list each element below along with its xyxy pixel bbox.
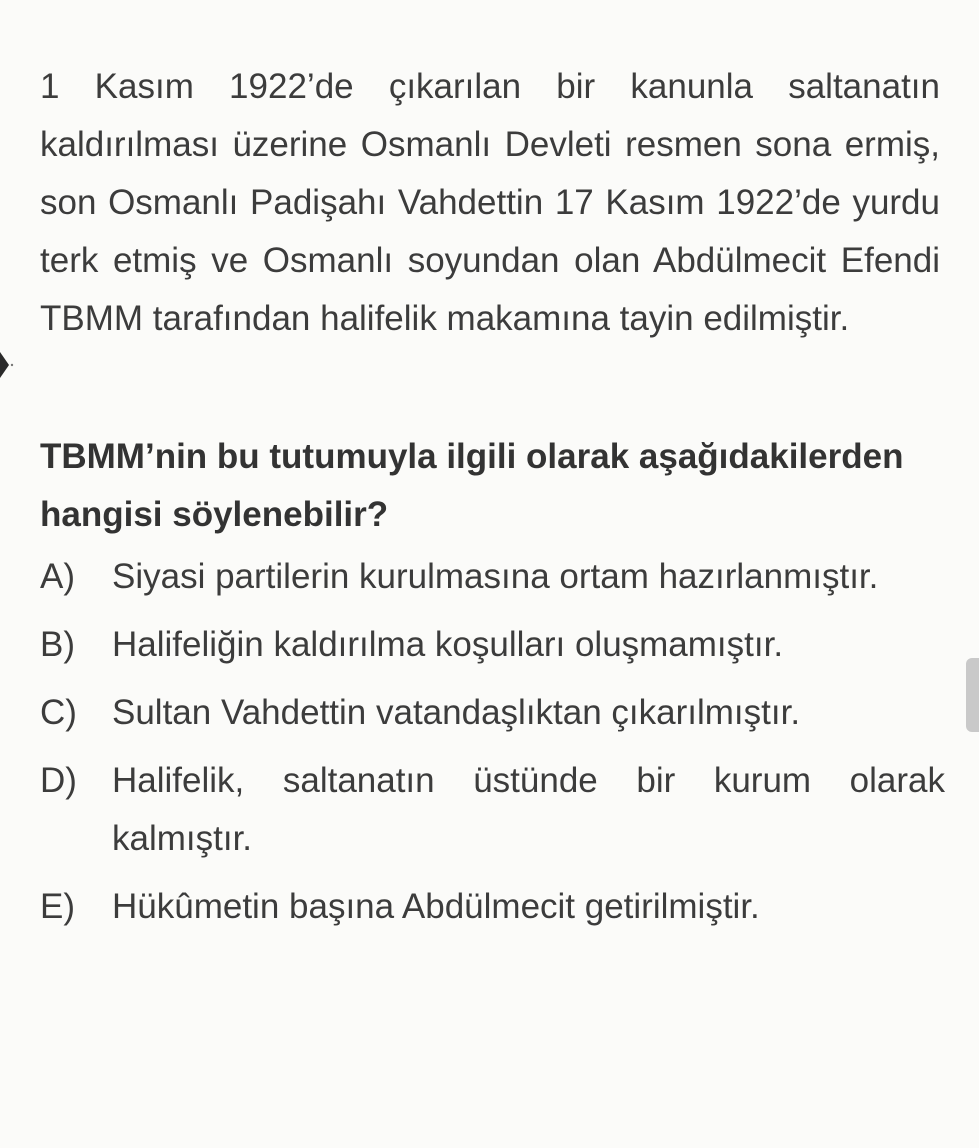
answer-option-c[interactable] bbox=[40, 684, 945, 742]
answer-option-e[interactable] bbox=[40, 878, 945, 936]
option-text: Sultan Vahdettin vatandaşlıktan çıkarılmıştır. bbox=[112, 693, 801, 732]
question-stem: TBMM’nin bu tutumuyla ilgili olarak aşağıdakilerden hangisi söylenebilir? bbox=[40, 437, 904, 534]
option-letter: D) bbox=[40, 761, 77, 800]
answer-option-b[interactable] bbox=[40, 616, 945, 674]
option-text: Halifelik, saltanatın üstünde bir kurum olarak kalmıştır. bbox=[112, 761, 945, 858]
margin-arrow-icon bbox=[0, 348, 14, 382]
answer-option-a[interactable] bbox=[40, 548, 945, 606]
answer-option-d[interactable] bbox=[40, 752, 945, 868]
option-text: Hükûmetin başına Abdülmecit getirilmiştir. bbox=[112, 887, 760, 926]
option-text: Siyasi partilerin kurulmasına ortam hazırlanmıştır. bbox=[112, 557, 879, 596]
page-edge-tab bbox=[966, 658, 979, 732]
option-letter: B) bbox=[40, 625, 75, 664]
question-passage: 1 Kasım 1922’de çıkarılan bir kanunla saltanatın kaldırılması üzerine Osmanlı Devleti resmen sona ermiş, son Osmanlı Padişahı Vahdettin 17 Kasım 1922’de yurdu terk etmiş ve Osmanlı soyundan olan Abdülmecit Efendi TBMM tarafından halifelik makamına tayin edilmiştir. bbox=[40, 67, 940, 338]
option-letter: E) bbox=[40, 887, 75, 926]
option-letter: C) bbox=[40, 693, 77, 732]
answer-options bbox=[40, 548, 945, 946]
option-text: Halifeliğin kaldırılma koşulları oluşmamıştır. bbox=[112, 625, 784, 664]
option-letter: A) bbox=[40, 557, 75, 596]
